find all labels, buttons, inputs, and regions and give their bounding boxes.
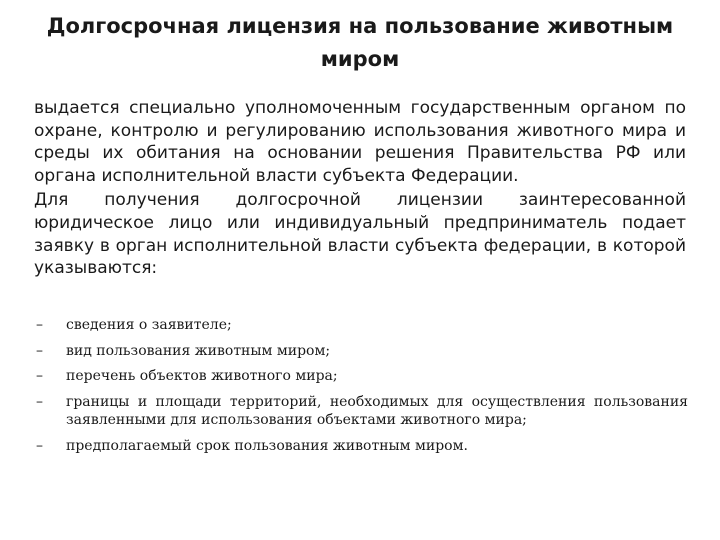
list-item [36, 437, 688, 456]
dash-bullet: – [36, 317, 43, 333]
list-item-text: вид пользования животным миром; [66, 342, 331, 359]
slide-title: Долгосрочная лицензия на пользование животным миром [46, 14, 674, 71]
paragraph: выдается специально уполномоченным государственным органом по охране, контролю и регулированию использования животного мира и среды их обитания на основании решения Правительства РФ или органа исполнительной власти субъекта Федерации. [34, 98, 686, 186]
body-text [34, 97, 686, 280]
dash-bullet: – [36, 342, 43, 359]
list-item [36, 316, 688, 335]
list-item [36, 367, 688, 386]
list-item-text: предполагаемый срок пользования животным миром. [66, 437, 468, 454]
paragraph: Для получения долгосрочной лицензии заинтересованной юридическое лицо или индивидуальный предприниматель подает заявку в орган исполнительной власти субъекта федерации, в которой указываются: [34, 190, 686, 279]
dash-bullet: – [36, 437, 43, 454]
requirements-list [36, 316, 688, 462]
list-item-text: сведения о заявителе; [66, 317, 232, 333]
list-item-text: границы и площади территорий, необходимых для осуществления пользования заявленными для использования объектами животного мира; [66, 393, 688, 428]
list-item [36, 393, 688, 430]
dash-bullet: – [36, 368, 43, 384]
dash-bullet: – [36, 393, 43, 410]
list-item-text: перечень объектов животного мира; [66, 368, 338, 384]
list-item [36, 342, 688, 361]
